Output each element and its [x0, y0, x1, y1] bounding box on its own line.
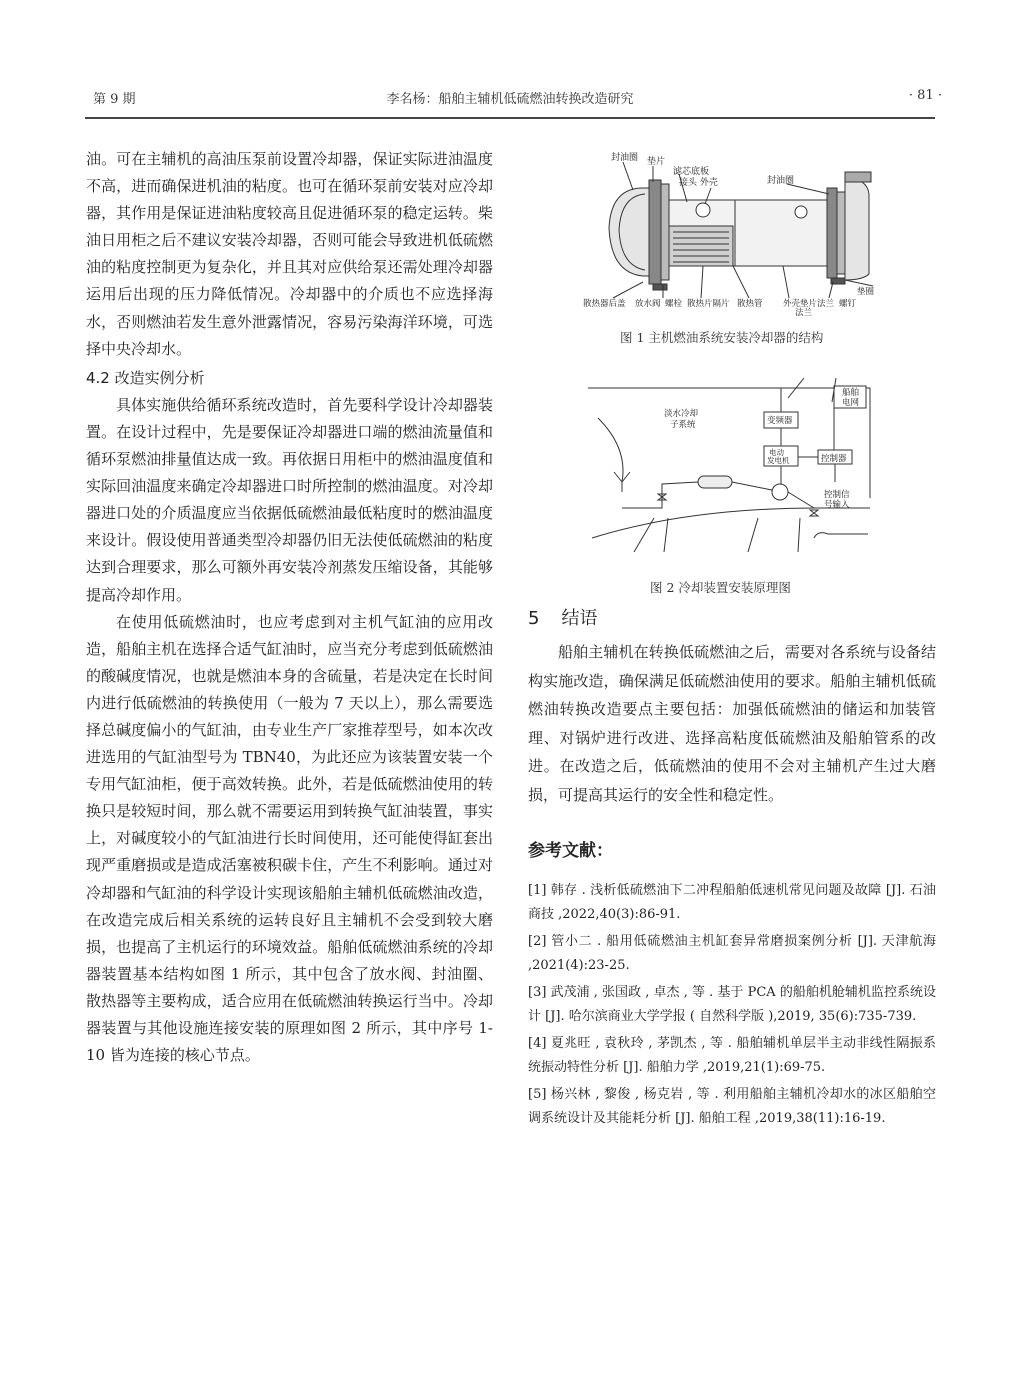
label-gasket: 垫片 — [647, 157, 666, 167]
issue-number: 第 9 期 — [93, 92, 136, 107]
header-rule — [85, 117, 935, 119]
label-ctrl-signal-1: 控制信 — [824, 490, 850, 500]
label-ship-grid-2: 电网 — [842, 398, 860, 408]
reference-item: [2] 管小二 . 船用低硫燃油主机缸套异常磨损案例分析 [J]. 天津航海 ,2021(4):23-25. — [528, 934, 936, 973]
label-screw: 螺钉 — [839, 299, 857, 309]
label-filter-plate: 滤芯底板 — [673, 167, 710, 177]
label-fresh-water: 淡水冷却 — [664, 409, 699, 419]
paragraph: 船舶主辅机在转换低硫燃油之后，需要对各系统与设备结构实施改造，确保满足低硫燃油使用的要求。船舶主辅机低硫燃油转换改造要点主要包括：加强低硫燃油的储运和加装管理、对锅炉进行改进、选择高粘度低硫燃油及船舶管系的改进。在改造之后，低硫燃油的使用不会对主辅机产生过大磨损，可提高其运行的安全性和稳定性。 — [528, 643, 936, 804]
page-number: · 81 · — [908, 88, 942, 103]
label-joint-shell: 接头 外壳 — [679, 178, 718, 188]
label-motor-2: 发电机 — [767, 456, 790, 465]
label-motor-1: 电动 — [769, 448, 784, 457]
label-shell-gasket-flange: 外壳垫片法兰 — [783, 299, 835, 309]
reference-list — [528, 879, 936, 1134]
label-controller: 控制器 — [821, 454, 847, 464]
label-gasket-ring: 垫圈 — [857, 287, 875, 297]
reference-item: [3] 武茂浦 , 张国政 , 卓杰 , 等 . 基于 PCA 的船舶机舱辅机监控系统设计 [J]. 哈尔滨商业大学学报 ( 自然科学版 ),2019, 35(6):735-739. — [528, 985, 936, 1024]
figure-2-caption: 图 2 冷却装置安装原理图 — [650, 580, 791, 595]
figure-2-installation-diagram — [588, 358, 883, 563]
label-ctrl-signal-2: 号输入 — [824, 500, 850, 510]
label-drain-valve: 放水阀 — [635, 299, 661, 309]
running-title: 李名杨：船舶主辅机低硫燃油转换改造研究 — [386, 92, 634, 107]
figure-1-caption: 图 1 主机燃油系统安装冷却器的结构 — [620, 330, 824, 345]
section-heading-5 — [528, 604, 597, 630]
paragraph-continued: 油。可在主辅机的高油压泵前设置冷却器，保证实际进油温度不高，进而确保进机油的粘度。也可在循环泵前安装对应冷却器，其作用是保证进油粘度较高且促进循环泵的稳定运转。柴油日用柜之后不建议安装冷却器，否则可能会导致进机低硫燃油的粘度控制更为复杂化，并且其对应供给泵还需处理冷却器运用后出现的压力降低情况。冷却器中的介质也不应选择海水，否则燃油若发生意外泄露情况，容易污染海洋环境，可选择中央冷却水。 — [86, 150, 493, 358]
paragraph: 具体实施供给循环系统改造时，首先要科学设计冷却器装置。在设计过程中，先是要保证冷却器进口端的燃油流量值和循环泵燃油排量值达成一致。再依据日用柜中的燃油温度值和实际回油温度来确定冷却器进口时所控制的燃油温度。对冷却器进口处的介质温度应当依据低硫燃油最低粘度时的燃油温度来设计。假设使用普通类型冷却器仍旧无法使低硫燃油的粘度达到合理要求，那么可额外再安装冷剂蒸发压缩设备，其能够提高冷却作用。 — [86, 395, 493, 604]
conclusion-text — [528, 638, 936, 809]
label-bolt: 螺栓 — [665, 299, 683, 309]
label-flange: 法兰 — [795, 308, 813, 316]
figure-1-cooler-structure — [583, 148, 883, 316]
references-heading: 参考文献： — [528, 841, 613, 861]
reference-item: [4] 夏兆旺 , 袁秋玲 , 茅凯杰 , 等 . 船舶辅机单层半主动非线性隔振系统振动特性分析 [J]. 船舶力学 ,2019,21(1):69-75. — [528, 1036, 936, 1075]
section-title: 结语 — [561, 608, 598, 629]
reference-item: [5] 杨兴林 , 黎俊 , 杨克岩 , 等 . 利用船舶主辅机冷却水的冰区船舶空调系统设计及其能耗分析 [J]. 船舶工程 ,2019,38(11):16-19. — [528, 1087, 936, 1126]
section-heading-4-2: 4.2 改造实例分析 — [86, 368, 205, 387]
label-seal-right: 封油圈 — [767, 176, 795, 186]
label-subsystem: 子系统 — [670, 420, 696, 430]
label-radiator-baffle: 散热片隔片 — [687, 299, 730, 309]
reference-item: [1] 韩存 . 浅析低硫燃油下二冲程船舶低速机常见问题及故障 [J]. 石油商技 ,2022,40(3):86-91. — [528, 883, 936, 922]
label-radiator-tube: 散热管 — [737, 299, 763, 309]
paragraph: 在使用低硫燃油时，也应考虑到对主机气缸油的应用改造，船舶主机在选择合适气缸油时，应当充分考虑到低硫燃油的酸碱度情况，也就是燃油本身的含硫量，若是决定在长时间内进行低硫燃油的转换使用（一般为 7 天以上），那么需要选择总碱度偏小的气缸油，由专业生产厂家推荐型号，如本次改进选用的气缸油型号为 TBN40，为此还应为该装置安装一个专用气缸油柜，便于高效转换。此外，若是低硫燃油使用的转换只是较短时间，那么就不需要运用到转换气缸油装置，事实上，对碱度较小的气缸油进行长时间使用，还可能使得缸套出现严重磨损或是造成活塞被积碳卡住，产生不利影响。通过对冷却器和气缸油的科学设计实现该船舶主辅机低硫燃油改造，在改造完成后相关系统的运转良好且主辅机不会受到较大磨损，也提高了主机运行的环境效益。船舶低硫燃油系统的冷却器装置基本结构如图 1 所示，其中包含了放水阀、封油圈、散热器等主要构成，适合应用在低硫燃油转换运行当中。冷却器装置与其他设施连接安装的原理如图 2 所示，其中序号 1-10 皆为连接的核心节点。 — [86, 612, 493, 1065]
label-inverter: 变频器 — [767, 416, 793, 426]
label-seal-left: 封油圈 — [611, 153, 639, 163]
left-column — [86, 146, 493, 1069]
label-radiator-back-cover: 散热器后盖 — [583, 299, 626, 309]
section-number: 5 — [528, 608, 540, 629]
label-ship-grid-1: 船舶 — [842, 388, 860, 398]
